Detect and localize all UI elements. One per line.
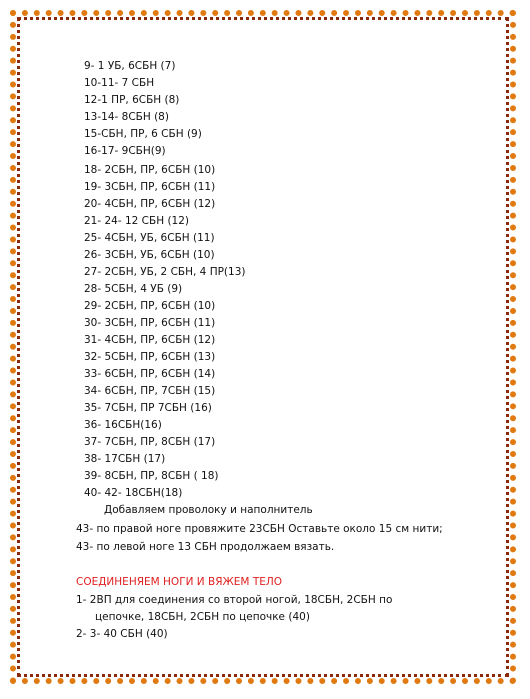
pattern-row: 38- 17СБН (17) bbox=[84, 453, 166, 465]
pattern-row: 31- 4СБН, ПР, 6СБН (12) bbox=[84, 334, 216, 346]
pattern-row: 33- 6СБН, ПР, 6СБН (14) bbox=[84, 368, 216, 380]
pattern-row: 9- 1 УБ, 6СБН (7) bbox=[84, 60, 176, 72]
pattern-row: 29- 2СБН, ПР, 6СБН (10) bbox=[84, 300, 216, 312]
pattern-row: 15-СБН, ПР, 6 СБН (9) bbox=[84, 128, 202, 140]
pattern-row: 19- 3СБН, ПР, 6СБН (11) bbox=[84, 181, 216, 193]
pattern-row: 28- 5СБН, 4 УБ (9) bbox=[84, 283, 183, 295]
pattern-row: 35- 7СБН, ПР 7СБН (16) bbox=[84, 402, 212, 414]
pattern-row: 27- 2СБН, УБ, 2 СБН, 4 ПР(13) bbox=[84, 266, 246, 278]
body-row-2: 2- 3- 40 СБН (40) bbox=[76, 628, 168, 640]
pattern-row: 20- 4СБН, ПР, 6СБН (12) bbox=[84, 198, 216, 210]
pattern-row: 25- 4СБН, УБ, 6СБН (11) bbox=[84, 232, 215, 244]
pattern-row: 30- 3СБН, ПР, 6СБН (11) bbox=[84, 317, 216, 329]
pattern-row: 36- 16СБН(16) bbox=[84, 419, 162, 431]
pattern-row: 39- 8СБН, ПР, 8СБН ( 18) bbox=[84, 470, 219, 482]
pattern-row: 16-17- 9СБН(9) bbox=[84, 145, 166, 157]
pattern-row: 32- 5СБН, ПР, 6СБН (13) bbox=[84, 351, 216, 363]
pattern-row: 26- 3СБН, УБ, 6СБН (10) bbox=[84, 249, 215, 261]
body-row-1-continued: цепочке, 18СБН, 2СБН по цепочке (40) bbox=[95, 611, 310, 623]
body-row-1: 1- 2ВП для соединения со второй ногой, 18СБН, 2СБН по bbox=[76, 594, 393, 606]
pattern-row-43-right: 43- по правой ноге провяжите 23СБН Оставьте около 15 см нити; bbox=[76, 523, 443, 535]
note-wire: Добавляем проволоку и наполнитель bbox=[104, 504, 313, 516]
pattern-row: 34- 6СБН, ПР, 7СБН (15) bbox=[84, 385, 216, 397]
pattern-row: 12-1 ПР, 6СБН (8) bbox=[84, 94, 180, 106]
pattern-row: 10-11- 7 СБН bbox=[84, 77, 155, 89]
section-heading: СОЕДИНЕНЯЕМ НОГИ И ВЯЖЕМ ТЕЛО bbox=[76, 576, 283, 588]
pattern-row: 40- 42- 18СБН(18) bbox=[84, 487, 183, 499]
pattern-row: 37- 7СБН, ПР, 8СБН (17) bbox=[84, 436, 216, 448]
pattern-row: 18- 2СБН, ПР, 6СБН (10) bbox=[84, 164, 216, 176]
pattern-row: 21- 24- 12 СБН (12) bbox=[84, 215, 189, 227]
pattern-row: 13-14- 8СБН (8) bbox=[84, 111, 169, 123]
pattern-row-43-left: 43- по левой ноге 13 СБН продолжаем вязать. bbox=[76, 541, 335, 553]
